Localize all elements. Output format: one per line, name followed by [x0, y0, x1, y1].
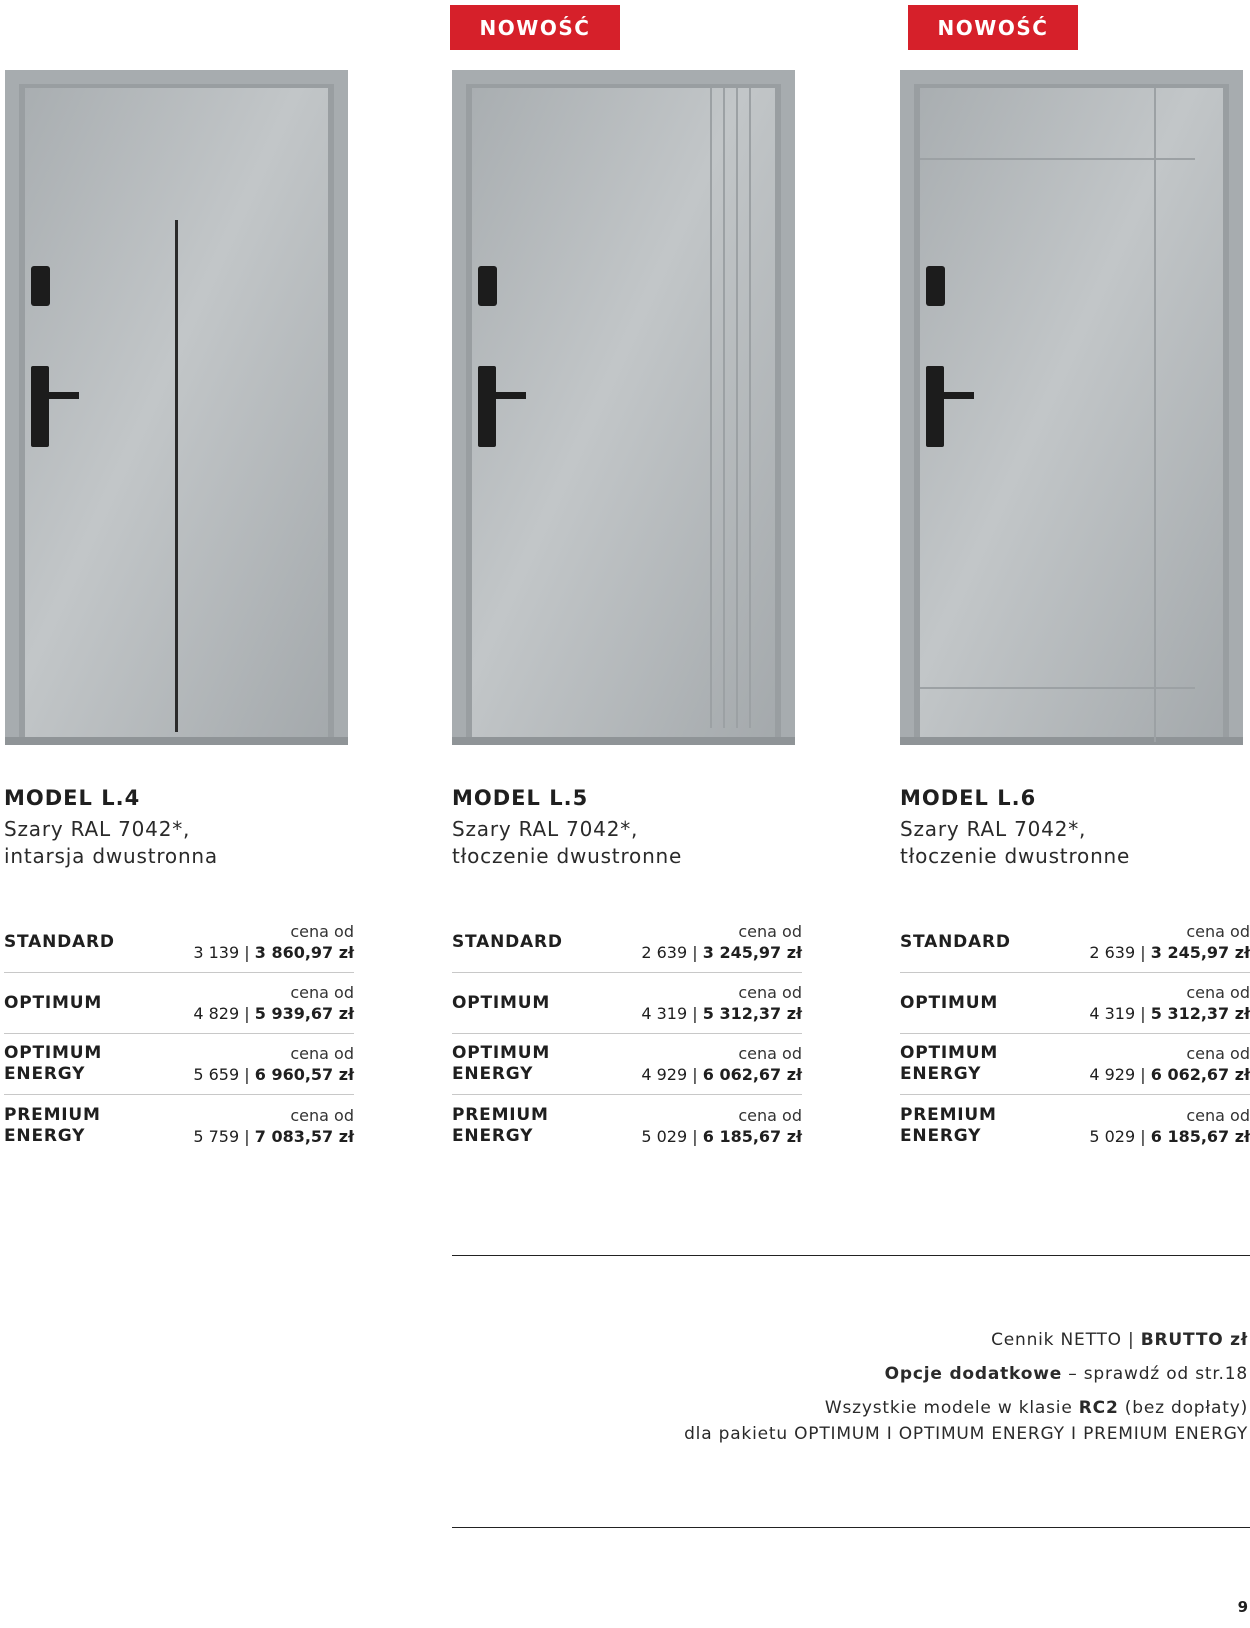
- price-row: [900, 912, 1250, 973]
- package-price: cena od 3 139 | 3 860,97 zł: [193, 922, 354, 962]
- package-price: cena od 5 759 | 7 083,57 zł: [193, 1105, 354, 1146]
- package-price: cena od 4 929 | 6 062,67 zł: [641, 1044, 802, 1084]
- price-row: [900, 973, 1250, 1034]
- package-name: PREMIUM ENERGY: [452, 1104, 549, 1146]
- door-image-l4: [5, 70, 348, 745]
- model-caption: [900, 786, 1245, 870]
- price-row: [4, 912, 354, 973]
- price-row: [452, 912, 802, 973]
- package-name: PREMIUM ENERGY: [4, 1104, 101, 1146]
- price-table-l6: [900, 912, 1250, 1156]
- package-price: cena od 4 319 | 5 312,37 zł: [641, 983, 802, 1023]
- package-name: STANDARD: [900, 931, 1011, 952]
- package-price: cena od 5 029 | 6 185,67 zł: [1089, 1105, 1250, 1146]
- model-caption: [452, 786, 797, 870]
- package-name: OPTIMUM ENERGY: [900, 1043, 999, 1084]
- page-number: 9: [1237, 1598, 1248, 1616]
- price-row: [900, 1095, 1250, 1156]
- door-image-l5: [452, 70, 795, 745]
- package-price: cena od 4 829 | 5 939,67 zł: [193, 983, 354, 1023]
- model-color: Szary RAL 7042*,: [900, 817, 1087, 841]
- new-badge: NOWOŚĆ: [908, 5, 1078, 50]
- price-row: [452, 1034, 802, 1095]
- model-title: MODEL L.5: [452, 786, 589, 810]
- pricing-info: [684, 1330, 1248, 1444]
- package-name: OPTIMUM: [900, 992, 999, 1013]
- model-caption: [4, 786, 349, 870]
- price-row: [900, 1034, 1250, 1095]
- package-price: cena od 2 639 | 3 245,97 zł: [1089, 922, 1250, 962]
- model-title: MODEL L.6: [900, 786, 1037, 810]
- price-table-l5: [452, 912, 802, 1156]
- package-price: cena od 5 029 | 6 185,67 zł: [641, 1105, 802, 1146]
- rc2-note: Wszystkie modele w klasie RC2 (bez dopłaty): [824, 1398, 1248, 1418]
- options-note: Opcje dodatkowe – sprawdź od str.18: [884, 1364, 1248, 1384]
- model-finish: tłoczenie dwustronne: [900, 844, 1131, 868]
- price-table-l4: [4, 912, 354, 1156]
- divider-bottom: [452, 1527, 1250, 1528]
- package-name: STANDARD: [452, 931, 563, 952]
- model-finish: intarsja dwustronna: [4, 844, 218, 868]
- price-row: [4, 973, 354, 1034]
- package-name: PREMIUM ENERGY: [900, 1104, 997, 1146]
- model-title: MODEL L.4: [4, 786, 141, 810]
- new-badge: NOWOŚĆ: [450, 5, 620, 50]
- package-name: OPTIMUM: [452, 992, 551, 1013]
- package-name: OPTIMUM: [4, 992, 103, 1013]
- package-name: OPTIMUM ENERGY: [4, 1043, 103, 1084]
- door-image-l6: [900, 70, 1243, 745]
- price-row: [4, 1034, 354, 1095]
- package-price: cena od 5 659 | 6 960,57 zł: [193, 1044, 354, 1084]
- price-row: [452, 1095, 802, 1156]
- model-color: Szary RAL 7042*,: [452, 817, 639, 841]
- package-name: OPTIMUM ENERGY: [452, 1043, 551, 1084]
- package-name: STANDARD: [4, 931, 115, 952]
- model-color: Szary RAL 7042*,: [4, 817, 191, 841]
- package-price: cena od 4 929 | 6 062,67 zł: [1089, 1044, 1250, 1084]
- divider-top: [452, 1255, 1250, 1256]
- price-row: [452, 973, 802, 1034]
- package-price: cena od 4 319 | 5 312,37 zł: [1089, 983, 1250, 1023]
- model-finish: tłoczenie dwustronne: [452, 844, 683, 868]
- pricelist-note: Cennik NETTO | BRUTTO zł: [991, 1330, 1248, 1350]
- package-price: cena od 2 639 | 3 245,97 zł: [641, 922, 802, 962]
- packages-note: dla pakietu OPTIMUM I OPTIMUM ENERGY I PREMIUM ENERGY: [684, 1424, 1248, 1444]
- price-row: [4, 1095, 354, 1156]
